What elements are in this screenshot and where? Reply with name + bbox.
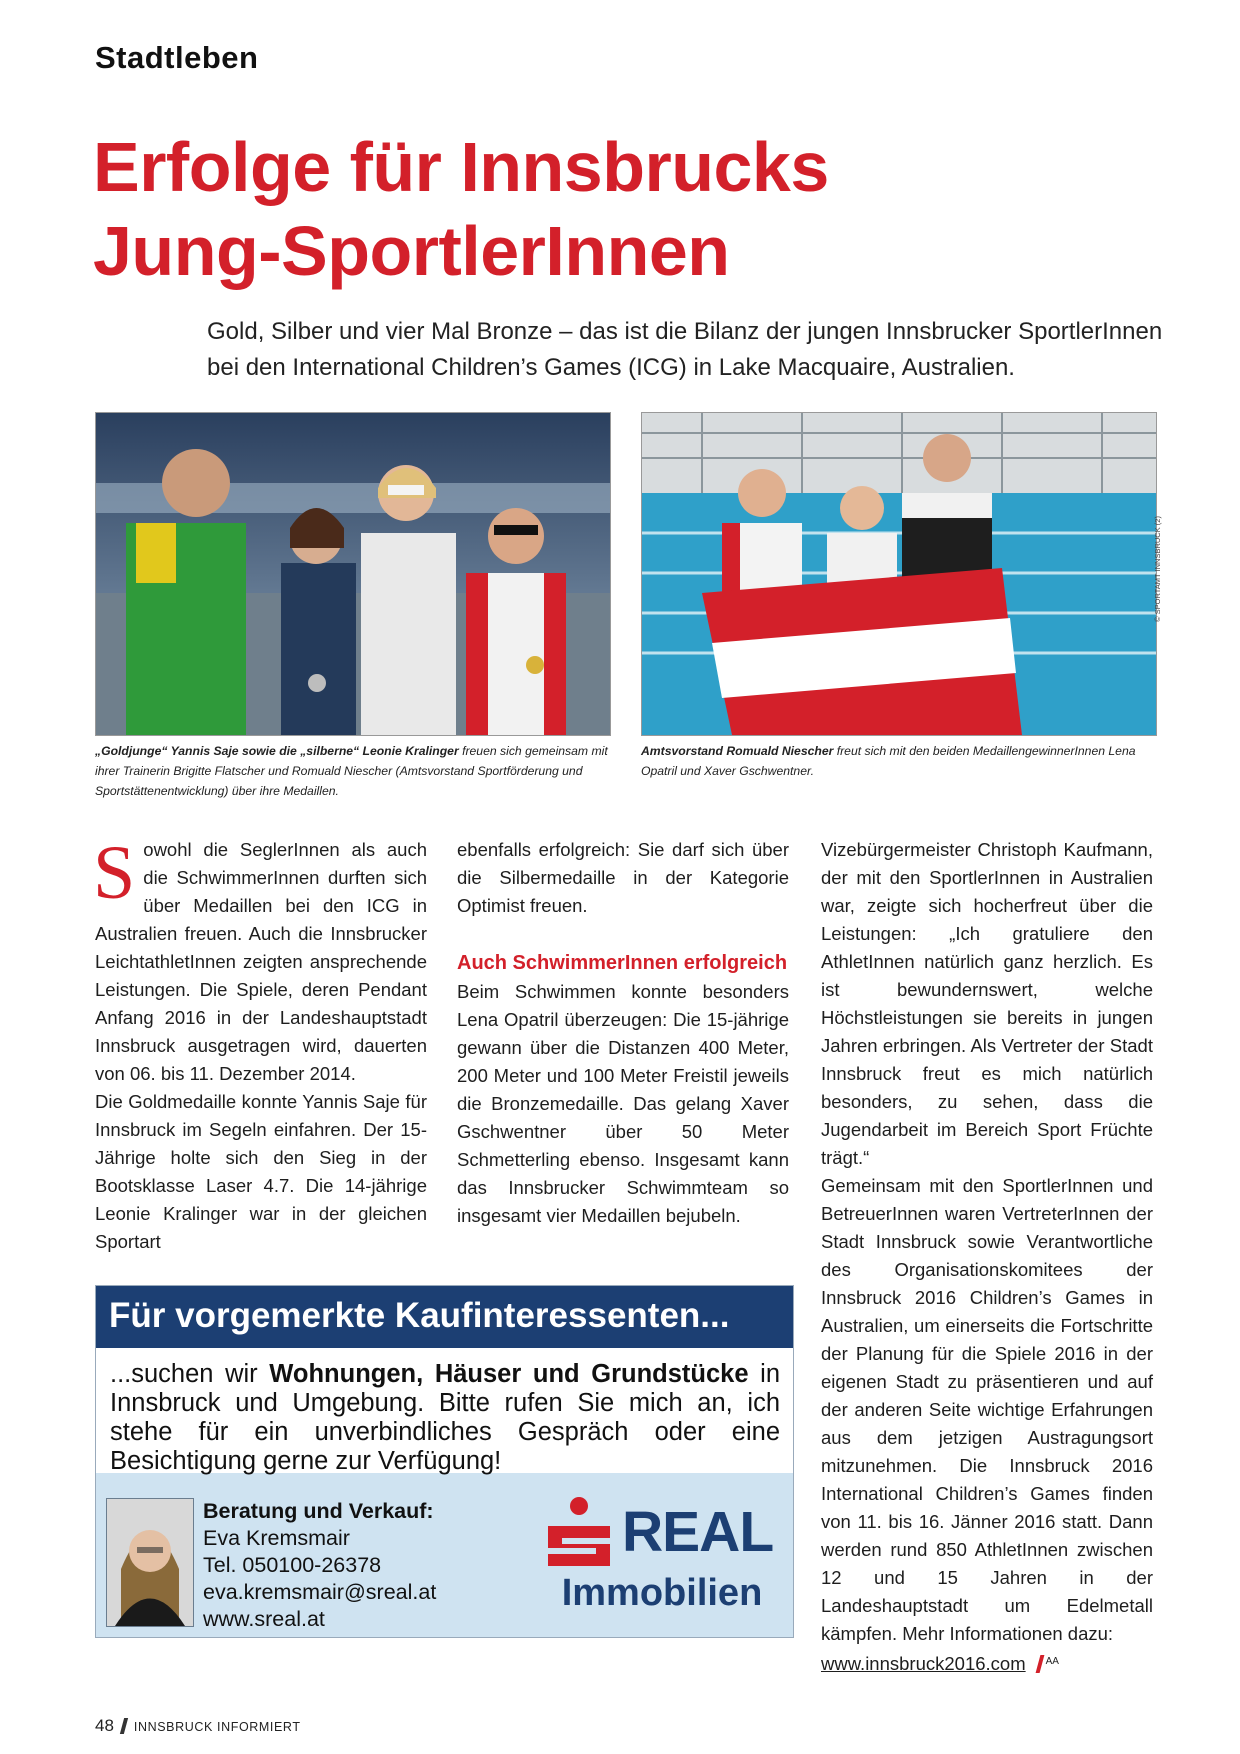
author-initials: AA (1045, 1656, 1059, 1667)
contact-website[interactable]: www.sreal.at (203, 1607, 325, 1631)
photo-medal-winners (95, 412, 611, 736)
right-caption-text: freut sich mit den beiden MedaillengewinnerInnen Lena Opatril und Xaver Gschwentner. (641, 744, 1136, 778)
ad-text-highlight: Wohnungen, Häuser und Grundstücke (269, 1360, 749, 1388)
article-column-1 (93, 831, 427, 1256)
left-caption-text: freuen sich gemeinsam mit ihrer Trainerin Brigitte Flatscher und Romuald Niescher (Amtsvorstand Sportförderung und Sportstättenentwicklung) über ihre Medaillen. (95, 744, 608, 798)
ad-contact (203, 1498, 436, 1633)
article-link-line (821, 1648, 1153, 1678)
headline (93, 125, 1173, 293)
logo-subline: Immobilien (561, 1572, 763, 1614)
ad-text-intro: ...suchen wir (110, 1360, 270, 1388)
right-photo-caption (641, 741, 1161, 781)
ad-text-rest: in Innsbruck und Umgebung. Bitte rufen Sie mich an, ich stehe für ein unverbindliches Gespräch oder eine Besichtigung gerne zur Verfügung! (110, 1360, 780, 1475)
contact-phone[interactable]: Tel. 050100-26378 (203, 1553, 382, 1577)
article-paragraph: Beim Schwimmen konnte besonders Lena Opatril überzeugen: Die 15-jährige gewann über die Distanzen 400 Meter, 200 Meter und 100 Meter Freistil jeweils die Bronzemedaille. Das gelang Xaver Gschwentner über 50 Meter Schmetterling ebenso. Insgesamt kann das Innsbrucker Schwimmteam so insgesamt vier Medaillen bejubeln. (457, 981, 789, 1226)
right-caption-bold: Amtsvorstand Romuald Niescher (641, 744, 834, 758)
article-paragraph: Gemeinsam mit den SportlerInnen und BetreuerInnen waren VertreterInnen der Stadt Innsbruck sowie Verantwortliche des Organisationskomitees der Innsbruck 2016 Children’s Games in Australien, um einerseits die Fortschritte der Planung für die Spiele 2016 in der eigenen Stadt zu präsentieren und auf der anderen Seite wichtige Erfahrungen aus dem jetzigen Austragungsort mitzunehmen. Die Innsbruck 2016 International Children’s Games finden von 11. bis 16. Jänner 2016 statt. Dann werden rund 850 AthletInnen zwischen 12 und 15 Jahren in der Landeshauptstadt um Edelmetall kämpfen. Mehr Informationen dazu: (821, 1175, 1153, 1644)
contact-name: Eva Kremsmair (203, 1526, 350, 1550)
article-intro (93, 831, 427, 1088)
footer-slash (120, 1718, 128, 1734)
ad-text (110, 1360, 780, 1476)
magazine-name: INNSBRUCK INFORMIERT (133, 1720, 301, 1734)
article-paragraph: Vizebürgermeister Christoph Kaufmann, der mit den SportlerInnen in Australien war, zeigte sich hocherfreut über die Leistungen: „Ich gratuliere den AthletInnen natürlich ganz herzlich. Es ist bewundernswert, welche Höchstleistungen sie bereits in jungen Jahren erbringen. Als Vertreter der Stadt Innsbruck freut es mich natürlich besonders, zu sehen, dass die Jugendarbeit im Bereich Sport Früchte trägt.“ (821, 839, 1153, 1168)
photo-swimmers (641, 412, 1157, 736)
photo-credit: © SPORTAMT INNSBRUCK (2) (1153, 516, 1162, 622)
contact-email[interactable]: eva.kremsmair@sreal.at (203, 1580, 437, 1604)
logo-wordmark: REAL (622, 1500, 774, 1564)
ad-title-bar (96, 1286, 793, 1348)
photo-swimmers-image (642, 413, 1156, 735)
agent-portrait (106, 1498, 194, 1627)
article-column-2 (457, 836, 789, 1230)
left-photo-caption (95, 741, 615, 801)
website-link[interactable]: www.innsbruck2016.com (821, 1653, 1026, 1674)
article-column-3 (821, 836, 1153, 1678)
left-caption-bold: „Goldjunge“ Yannis Saje sowie die „silberne“ Leonie Kralinger (95, 744, 459, 758)
lead-paragraph: Gold, Silber und vier Mal Bronze – das ist die Bilanz der jungen Innsbrucker SportlerInnen bei den International Children’s Games (ICG) in Lake Macquaire, Australien. (207, 318, 1163, 381)
intro-text: owohl die SeglerInnen als auch die SchwimmerInnen durften sich über Medaillen bei den ICG in Australien freuen. Auch die Innsbrucker LeichtathletInnen zeigten ansprechende Leistungen. Die Spiele, deren Pendant Anfang 2016 in der Landeshauptstadt Innsbruck ausgetragen wird, dauerten von 06. bis 11. Dezember 2014. (95, 839, 427, 1084)
real-estate-ad (95, 1285, 794, 1638)
contact-heading: Beratung und Verkauf: (203, 1499, 434, 1523)
ad-title: Für vorgemerkte Kaufinteressenten... (109, 1296, 730, 1335)
agent-portrait-image (107, 1499, 193, 1626)
slash-divider (1035, 1655, 1044, 1673)
article-paragraph: ebenfalls erfolgreich: Sie darf sich über die Silbermedaille in der Kategorie Optimist freuen. (457, 839, 789, 916)
headline-line-2: Jung-SportlerInnen (93, 212, 730, 290)
sparkasse-s-icon (544, 1496, 614, 1570)
article-paragraph: Die Goldmedaille konnte Yannis Saje für Innsbruck im Segeln einfahren. Der 15-Jährige holte sich den Sieg in der Bootsklasse Laser 4.7. Die 14-jährige Leonie Kralinger war in der gleichen Sportart (95, 1091, 427, 1252)
drop-cap: S (93, 831, 136, 915)
page-number: 48 (95, 1716, 114, 1735)
headline-line-1: Erfolge für Innsbrucks (93, 128, 829, 206)
section-label: Stadtleben (95, 40, 259, 75)
subheading: Auch SchwimmerInnen erfolgreich (457, 952, 788, 974)
page-footer (95, 1716, 301, 1736)
sreal-logo (542, 1492, 782, 1627)
ad-body (96, 1348, 793, 1473)
photo-medal-winners-image (96, 413, 610, 735)
